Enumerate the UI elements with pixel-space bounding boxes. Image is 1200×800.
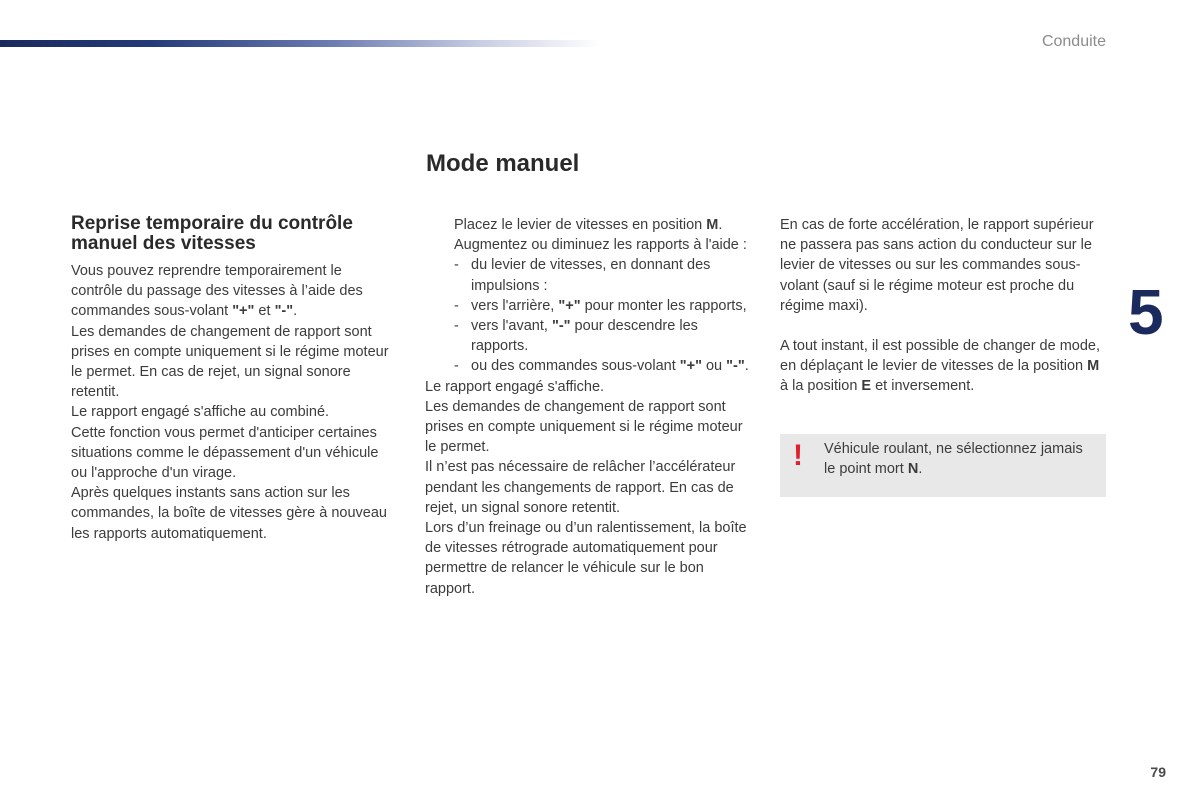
header-gradient-bar bbox=[0, 40, 600, 47]
paragraph: Le rapport engagé s'affiche au combiné. bbox=[71, 404, 330, 421]
page-number: 79 bbox=[1150, 764, 1166, 780]
paragraph: Les demandes de changement de rapport sont prises en compte uniquement si le régime moteur le permet. bbox=[425, 398, 743, 456]
paragraph: Cette fonction vous permet d'anticiper certaines situations comme le dépassement d'un véhicule ou l'approche d'un virage. bbox=[71, 424, 379, 482]
section-label: Conduite bbox=[1041, 33, 1106, 50]
dash-icon: - bbox=[454, 318, 459, 335]
list-item: Augmentez ou diminuez les rapports à l'aide : bbox=[454, 237, 747, 254]
dash-icon: - bbox=[454, 358, 459, 375]
paragraph: A tout instant, il est possible de changer de mode, en déplaçant le levier de vitesses de la position M à la position E et inversement. bbox=[780, 338, 1101, 395]
sub-list-item: - du levier de vitesses, en donnant des impulsions : bbox=[454, 257, 711, 294]
paragraph: Après quelques instants sans action sur les commandes, la boîte de vitesses gère à nouveau les rapports automatiquement. bbox=[71, 485, 387, 542]
paragraph: En cas de forte accélération, le rapport supérieur ne passera pas sans action du conducteur sur le levier de vitesses ou sur les commandes sous-volant (sauf si le régime moteur est proche du régime maxi). bbox=[780, 217, 1094, 314]
paragraph: Vous pouvez reprendre temporairement le contrôle du passage des vitesses à l’aide des commandes sous-volant "+" et "-". bbox=[71, 263, 363, 320]
dash-icon: - bbox=[454, 297, 459, 314]
sub-list-item: - vers l'avant, "-" pour descendre les rapports. bbox=[454, 318, 698, 355]
chapter-number: 5 bbox=[1128, 276, 1164, 348]
sub-list-item: - ou des commandes sous-volant "+" ou "-". bbox=[425, 356, 755, 376]
dash-icon: - bbox=[454, 257, 459, 274]
sub-list-item: - vers l'arrière, "+" pour monter les rapports, bbox=[425, 296, 755, 316]
warning-note: ! Véhicule roulant, ne sélectionnez jamais le point mort N. bbox=[780, 434, 1106, 497]
paragraph-spacer bbox=[780, 316, 1106, 336]
warning-icon: ! bbox=[793, 438, 803, 472]
middle-column bbox=[425, 215, 755, 599]
section-heading: Reprise temporaire du contrôle manuel des vitesses bbox=[71, 213, 353, 254]
paragraph: Il n’est pas nécessaire de relâcher l’accélérateur pendant les changements de rapport. En cas de rejet, un signal sonore retentit. bbox=[425, 459, 736, 516]
page-title: Mode manuel bbox=[426, 150, 580, 177]
right-column bbox=[780, 215, 1106, 497]
paragraph: Le rapport engagé s'affiche. bbox=[425, 378, 605, 395]
paragraph: Les demandes de changement de rapport sont prises en compte uniquement si le régime moteur le permet. En cas de rejet, un signal sonore retentit. bbox=[71, 323, 389, 401]
paragraph: Lors d’un freinage ou d’un ralentissement, la boîte de vitesses rétrograde automatiquement pour permettre de relancer le véhicule sur le bon rapport. bbox=[425, 520, 747, 597]
left-column bbox=[71, 214, 396, 544]
list-item: Placez le levier de vitesses en position M. bbox=[454, 217, 723, 233]
